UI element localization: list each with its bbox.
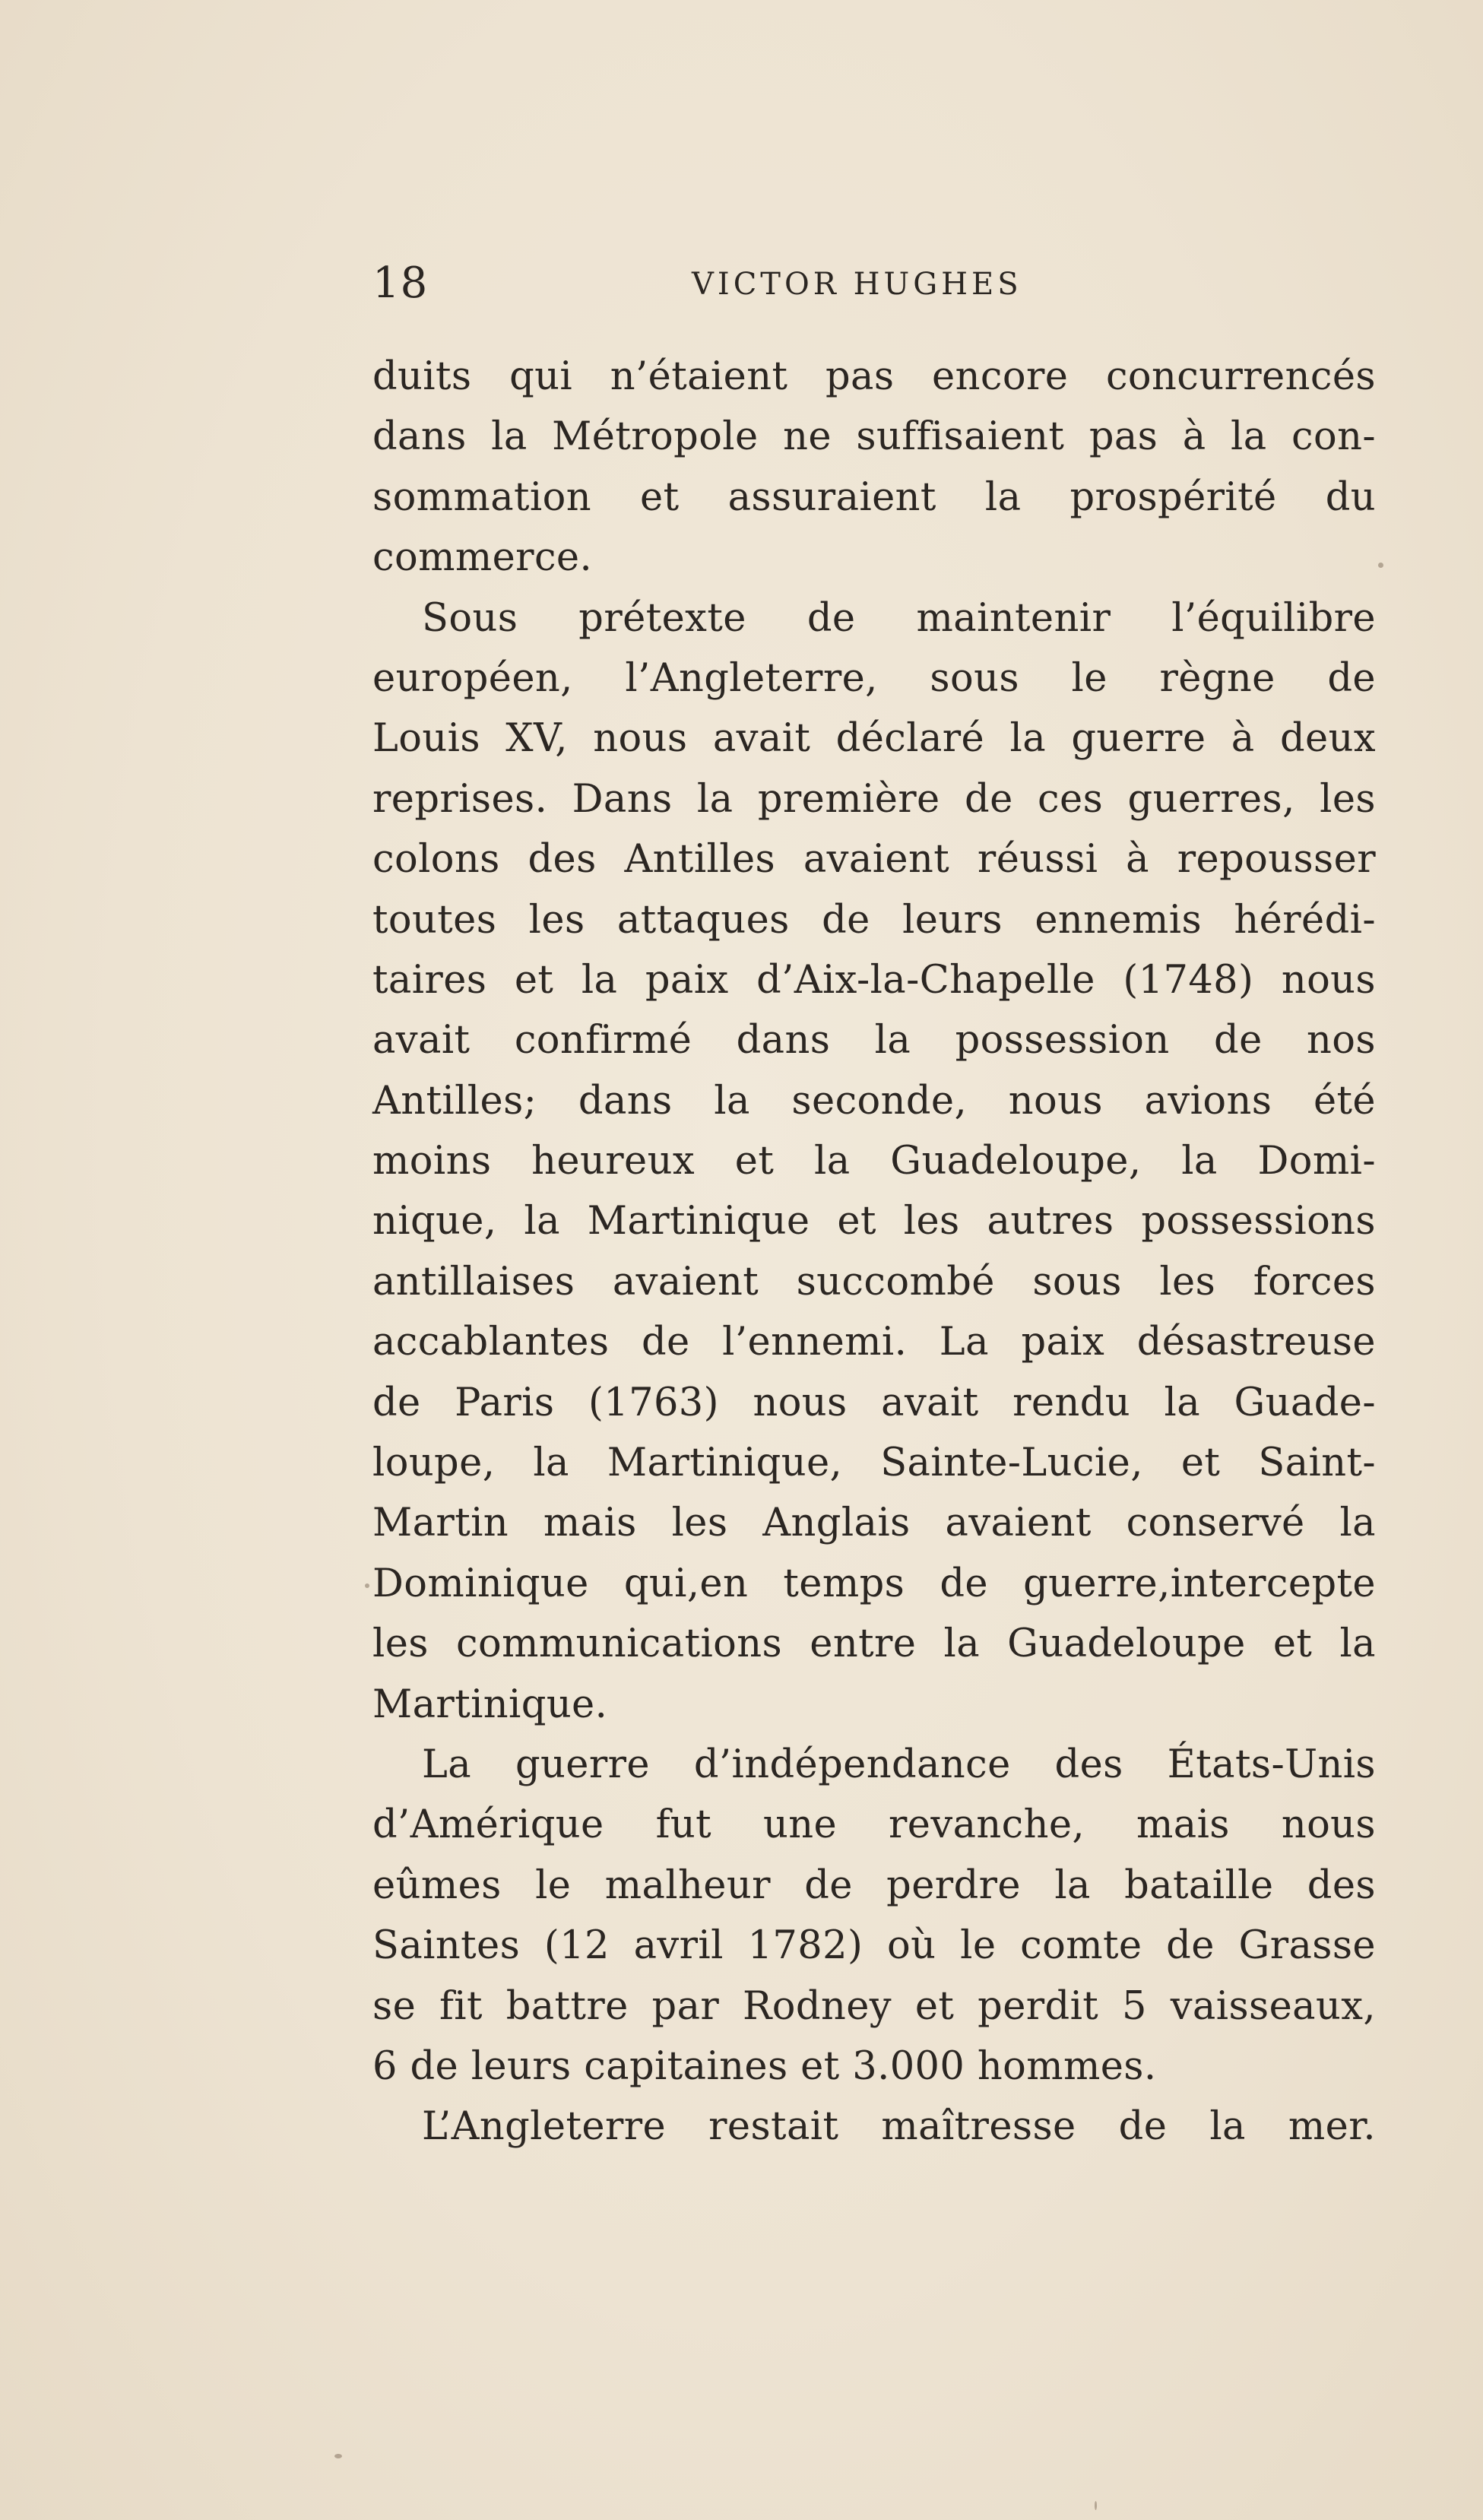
text-line: avait confirmé dans la possession de nos bbox=[372, 1018, 1376, 1063]
paper-speck bbox=[365, 1583, 369, 1588]
text-line: commerce. bbox=[372, 535, 593, 581]
text-line: de Paris (1763) nous avait rendu la Guade- bbox=[372, 1380, 1376, 1425]
text-line: colons des Antilles avaient réussi à repousser bbox=[372, 837, 1376, 883]
body-text bbox=[372, 347, 1376, 2157]
paper-speck bbox=[1378, 563, 1383, 568]
text-line: nique, la Martinique et les autres possessions bbox=[372, 1199, 1376, 1244]
text-line: Antilles; dans la seconde, nous avions été bbox=[372, 1078, 1376, 1124]
text-line: toutes les attaques de leurs ennemis hérédi- bbox=[372, 897, 1376, 943]
text-line: Saintes (12 avril 1782) où le comte de Grasse bbox=[372, 1923, 1376, 1969]
text-line: dans la Métropole ne suffisaient pas à la con- bbox=[372, 414, 1376, 460]
text-line: Martin mais les Anglais avaient conservé la bbox=[372, 1501, 1376, 1546]
running-title: VICTOR HUGHES bbox=[692, 267, 1022, 302]
text-line: loupe, la Martinique, Sainte-Lucie, et Saint- bbox=[372, 1441, 1376, 1486]
page-number: 18 bbox=[372, 258, 429, 308]
text-line: L’Angleterre restait maîtresse de la mer. bbox=[422, 2104, 1376, 2150]
text-line: taires et la paix d’Aix-la-Chapelle (1748) nous bbox=[372, 957, 1376, 1003]
page-header bbox=[372, 257, 1376, 310]
text-line: sommation et assuraient la prospérité du bbox=[372, 474, 1376, 520]
text-line: Dominique qui,en temps de guerre,intercepte bbox=[372, 1561, 1376, 1606]
text-line: Sous prétexte de maintenir l’équilibre bbox=[422, 595, 1376, 641]
text-line: 6 de leurs capitaines et 3.000 hommes. bbox=[372, 2043, 1157, 2089]
text-line: reprises. Dans la première de ces guerres, les bbox=[372, 776, 1376, 822]
text-line: duits qui n’étaient pas encore concurrencés bbox=[372, 354, 1376, 399]
paper-speck bbox=[334, 2454, 342, 2458]
text-line: Martinique. bbox=[372, 1682, 608, 1727]
text-line: moins heureux et la Guadeloupe, la Domi- bbox=[372, 1139, 1376, 1184]
text-line: se fit battre par Rodney et perdit 5 vaisseaux, bbox=[372, 1983, 1376, 2029]
text-line: les communications entre la Guadeloupe et la bbox=[372, 1621, 1376, 1667]
paper-speck bbox=[1095, 2501, 1097, 2510]
text-line: européen, l’Angleterre, sous le règne de bbox=[372, 655, 1376, 701]
text-line: accablantes de l’ennemi. La paix désastreuse bbox=[372, 1320, 1376, 1365]
text-line: d’Amérique fut une revanche, mais nous bbox=[372, 1802, 1376, 1848]
text-line: antillaises avaient succombé sous les forces bbox=[372, 1259, 1376, 1304]
text-line: Louis XV, nous avait déclaré la guerre à deux bbox=[372, 716, 1376, 762]
text-line: La guerre d’indépendance des États-Unis bbox=[422, 1742, 1376, 1787]
text-line: eûmes le malheur de perdre la bataille des bbox=[372, 1862, 1376, 1908]
